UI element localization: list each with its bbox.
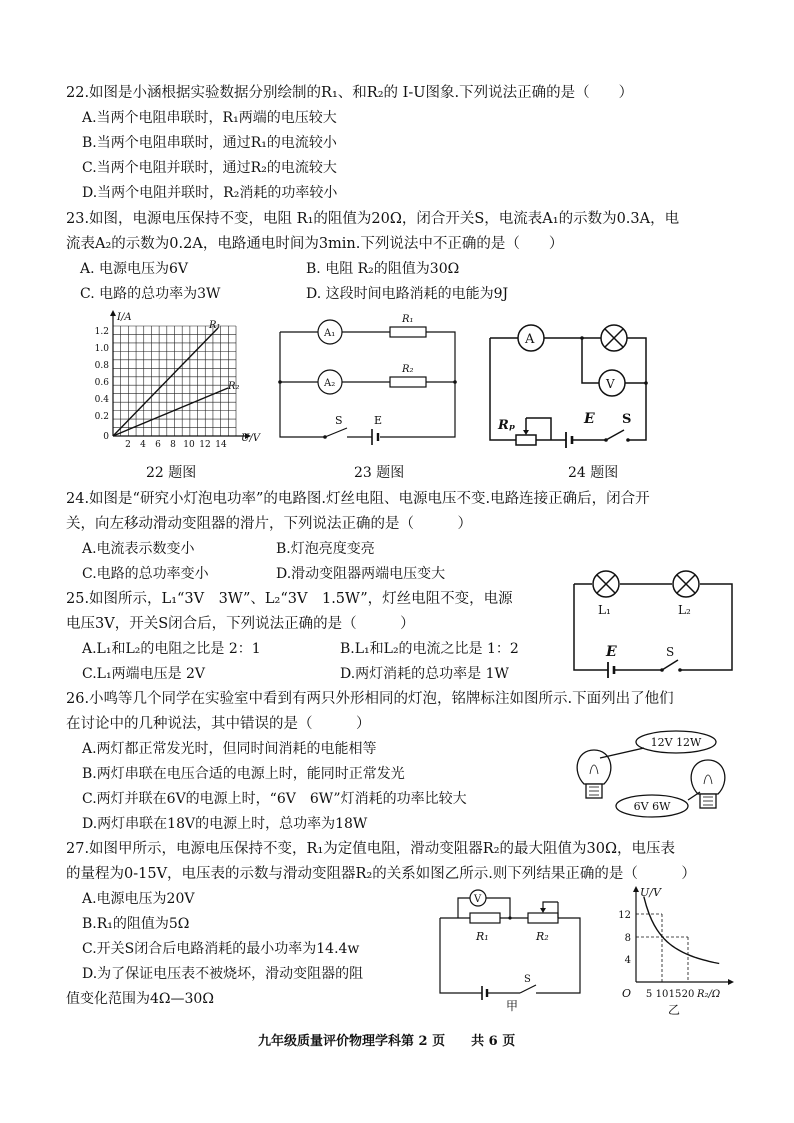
q27-stem-line2: 的量程为0-15V，电压表的示数与滑动变阻器R₂的关系如图乙所示.则下列结果正确的是（ ） bbox=[66, 866, 696, 882]
fig27b-ytick: 8 bbox=[624, 933, 631, 944]
q23-option-b: B. 电阻 R₂的阻值为30Ω bbox=[306, 261, 460, 277]
page-footer: 九年级质量评价物理学科第 2 页 共 6 页 bbox=[258, 1034, 516, 1049]
fig23-resistor-r2 bbox=[390, 377, 426, 387]
fig22-xlabel: U/V bbox=[241, 433, 261, 444]
fig25-label-s: S bbox=[666, 645, 675, 659]
fig22-ytick: 0.2 bbox=[94, 412, 109, 422]
fig22-xtick: 10 bbox=[183, 440, 195, 450]
q24-option-a: A.电流表示数变小 bbox=[82, 541, 195, 557]
q23-option-c: C. 电路的总功率为3W bbox=[80, 286, 221, 302]
fig27b-curve bbox=[644, 897, 719, 964]
fig22-ytick: 1.0 bbox=[94, 344, 109, 354]
fig27b-xtick: 15 bbox=[668, 989, 682, 1000]
q24-option-d: D.滑动变阻器两端电压变大 bbox=[276, 566, 446, 582]
fig27a-caption: 甲 bbox=[506, 999, 519, 1013]
q25-option-b: B.L₁和L₂的电流之比是 1：2 bbox=[340, 641, 519, 657]
q24-option-b: B.灯泡亮度变亮 bbox=[276, 541, 375, 557]
fig22-label-r2: R₂ bbox=[228, 381, 240, 392]
fig23-label-e: E bbox=[374, 414, 383, 427]
q27-stem-line1: 27.如图甲所示，电源电压保持不变，R₁为定值电阻，滑动变阻器R₂的最大阻值为30Ω，电压表 bbox=[66, 841, 675, 857]
fig27b-xtick: 20 bbox=[681, 989, 695, 1000]
fig27a-label-r2: R₂ bbox=[536, 930, 549, 943]
fig22-xtick: 12 bbox=[199, 440, 211, 450]
fig24-label-rp: Rₚ bbox=[498, 418, 516, 433]
fig23-resistor-r1 bbox=[390, 327, 426, 337]
fig27b-ytick: 12 bbox=[618, 910, 631, 921]
q23-option-a: A. 电源电压为6V bbox=[80, 261, 189, 277]
q26-option-b: B.两灯串联在电压合适的电源上时，能同时正常发光 bbox=[82, 766, 405, 782]
fig27a-label-v: V bbox=[474, 894, 482, 905]
q23-option-d: D. 这段时间电路消耗的电能为9J bbox=[306, 286, 509, 302]
fig23-label-s: S bbox=[335, 414, 343, 427]
q22-option-c: C.当两个电阻并联时，通过R₂的电流较大 bbox=[82, 160, 337, 176]
fig22-xtick: 4 bbox=[140, 440, 146, 450]
fig22-xtick: 14 bbox=[215, 440, 227, 450]
q22-option-d: D.当两个电阻并联时，R₂消耗的功率较小 bbox=[82, 185, 338, 201]
fig25-circuit bbox=[570, 572, 740, 682]
fig25-label-l2: L₂ bbox=[678, 603, 691, 617]
fig26-bulbs bbox=[570, 728, 740, 828]
fig23-label-r2: R₂ bbox=[402, 364, 414, 375]
fig22-xtick: 6 bbox=[155, 440, 161, 450]
q27-option-b: B.R₁的阻值为5Ω bbox=[82, 916, 190, 932]
fig27b-xlabel: R₂/Ω bbox=[697, 989, 721, 1000]
q25-option-d: D.两灯消耗的总功率是 1W bbox=[340, 666, 509, 682]
q27-option-c: C.开关S闭合后电路消耗的最小功率为14.4w bbox=[82, 941, 360, 957]
q27-option-d: D.为了保证电压表不被烧坏，滑动变阻器的阻 bbox=[82, 966, 364, 982]
fig23-label-a1: A₁ bbox=[324, 328, 336, 339]
q24-stem-line2: 关，向左移动滑动变阻器的滑片，下列说法正确的是（ ） bbox=[66, 516, 472, 532]
fig27a-label-r1: R₁ bbox=[476, 930, 489, 943]
fig27b-xtick: 10 bbox=[655, 989, 669, 1000]
fig23-circuit bbox=[280, 312, 460, 442]
fig26-label-6v: 6V 6W bbox=[633, 800, 671, 813]
fig25-label-l1: L₁ bbox=[598, 603, 611, 617]
q23-stem-line1: 23.如图，电源电压保持不变，电阻 R₁的阻值为20Ω，闭合开关S，电流表A₁的示数为0.3A，电 bbox=[66, 211, 680, 227]
fig22-ylabel: I/A bbox=[117, 312, 132, 323]
q25-stem-line2: 电压3V，开关S闭合后，下列说法正确的是（ ） bbox=[66, 616, 415, 632]
q26-option-a: A.两灯都正常发光时，但同时间消耗的电能相等 bbox=[82, 741, 377, 757]
fig23-caption: 23 题图 bbox=[354, 465, 405, 481]
fig23-label-r1: R₁ bbox=[402, 314, 414, 325]
fig24-rheostat bbox=[516, 435, 536, 445]
fig27b-caption: 乙 bbox=[668, 1003, 681, 1017]
q22-option-b: B.当两个电阻串联时，通过R₁的电流较小 bbox=[82, 135, 337, 151]
fig22-iu-graph bbox=[95, 308, 275, 458]
fig26-bulb-left bbox=[577, 750, 611, 784]
fig22-line-r1 bbox=[113, 328, 218, 436]
fig23-label-a2: A₂ bbox=[324, 378, 336, 389]
fig22-ytick: 0 bbox=[103, 432, 109, 442]
fig24-label-e: E bbox=[584, 411, 595, 427]
fig27b-ylabel: U/V bbox=[640, 886, 661, 899]
fig24-label-a: A bbox=[525, 332, 535, 347]
fig22-ytick: 0.8 bbox=[94, 361, 109, 371]
q26-option-c: C.两灯并联在6V的电源上时，“6V 6W”灯消耗的功率比较大 bbox=[82, 791, 467, 807]
fig24-caption: 24 题图 bbox=[568, 465, 619, 481]
fig26-label-12v: 12V 12W bbox=[650, 736, 702, 749]
fig24-label-v: V bbox=[606, 377, 615, 391]
q23-stem-line2: 流表A₂的示数为0.2A，电路通电时间为3min.下列说法中不正确的是（ ） bbox=[66, 236, 564, 252]
q26-stem-line2: 在讨论中的几种说法，其中错误的是（ ） bbox=[66, 716, 371, 732]
q24-stem-line1: 24.如图是“研究小灯泡电功率”的电路图.灯丝电阻、电源电压不变.电路连接正确后，闭合开 bbox=[66, 491, 650, 507]
q25-stem-line1: 25.如图所示，L₁“3V 3W”、L₂“3V 1.5W”，灯丝电阻不变，电源 bbox=[66, 591, 513, 607]
q26-option-d: D.两灯串联在18V的电源上时，总功率为18W bbox=[82, 816, 368, 832]
q22-stem: 22.如图是小涵根据实验数据分别绘制的R₁、和R₂的 I-U图象.下列说法正确的是（ ） bbox=[66, 85, 634, 101]
fig22-ytick: 0.6 bbox=[94, 378, 109, 388]
fig24-circuit bbox=[486, 318, 666, 446]
fig22-xtick: 8 bbox=[170, 440, 176, 450]
fig22-caption: 22 题图 bbox=[146, 465, 197, 481]
q27-option-d-cont: 值变化范围为4Ω—30Ω bbox=[66, 991, 214, 1007]
q22-option-a: A.当两个电阻串联时，R₁两端的电压较大 bbox=[82, 110, 337, 126]
q27-option-a: A.电源电压为20V bbox=[82, 891, 195, 907]
q25-option-a: A.L₁和L₂的电阻之比是 2：1 bbox=[82, 641, 261, 657]
fig24-label-s: S bbox=[622, 412, 632, 427]
fig22-label-r1: R₁ bbox=[209, 320, 221, 331]
fig25-label-e: E bbox=[606, 644, 617, 660]
fig27b-origin: O bbox=[622, 987, 632, 1000]
fig26-bulb-right bbox=[691, 760, 725, 794]
fig27b-ytick: 4 bbox=[624, 955, 631, 966]
fig27a-label-s: S bbox=[524, 974, 531, 985]
fig27b-graph bbox=[610, 880, 750, 1020]
fig27b-xtick: 5 bbox=[645, 989, 653, 1000]
fig22-ytick: 0.4 bbox=[94, 395, 109, 405]
fig22-line-r2 bbox=[113, 388, 228, 436]
fig27a-rheostat-r2 bbox=[528, 913, 558, 923]
q24-option-c: C.电路的总功率变小 bbox=[82, 566, 209, 582]
q25-option-c: C.L₁两端电压是 2V bbox=[82, 666, 206, 682]
fig27a-circuit bbox=[440, 888, 590, 1013]
fig22-ytick: 1.2 bbox=[94, 327, 109, 337]
q26-stem-line1: 26.小鸣等几个同学在实验室中看到有两只外形相同的灯泡，铭牌标注如图所示.下面列出了他们 bbox=[66, 691, 674, 707]
fig27a-resistor-r1 bbox=[470, 913, 500, 923]
fig22-xtick: 2 bbox=[125, 440, 131, 450]
